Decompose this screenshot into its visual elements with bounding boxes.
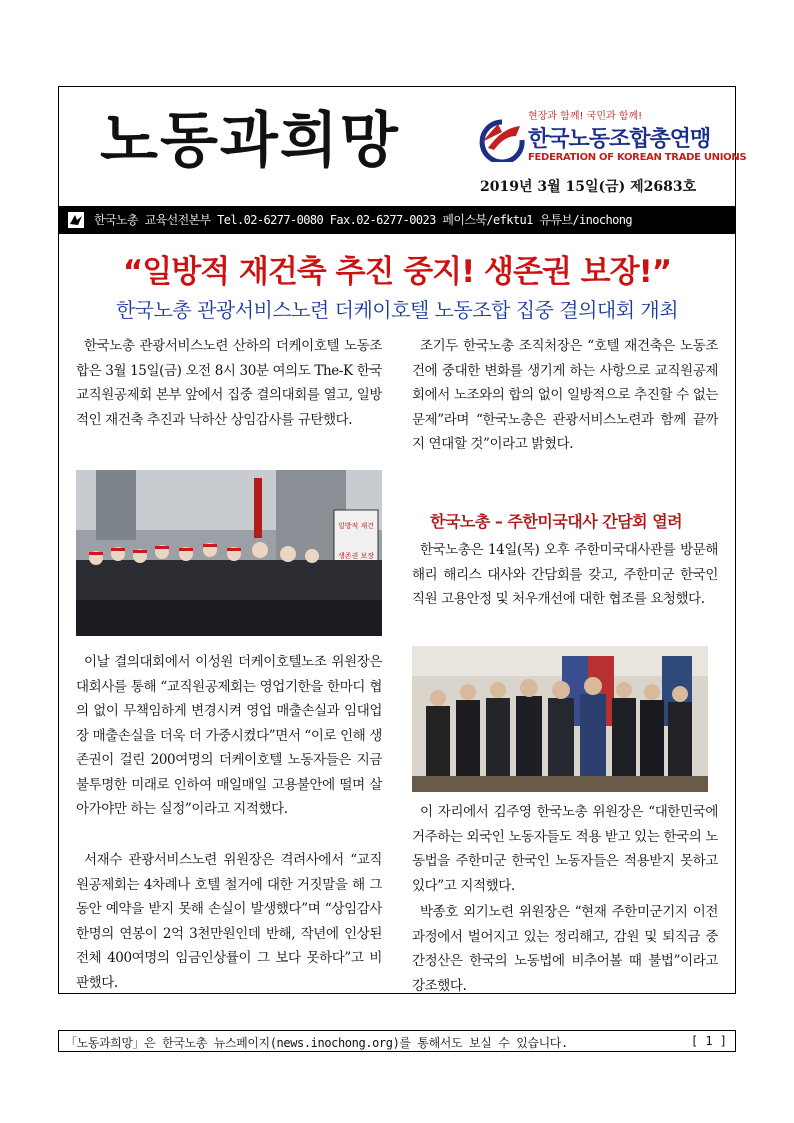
article2-paragraph-1: 한국노총은 14일(목) 오후 주한미국대사관를 방문해 해리 해리스 대사와 간담회를 갖고, 주한미군 한국인 직원 고용안정 및 처우개선에 대한 협조를 요청했다.	[412, 542, 718, 607]
protest-sign-text-1: 일방적 재건	[337, 522, 375, 530]
contact-bar	[58, 206, 736, 234]
fktu-logo-icon	[478, 118, 526, 162]
contact-info: 한국노총 교육선전본부 Tel.02-6277-0080 Fax.02-6277-0023 페이스북/efktu1 유튜브/inochong	[94, 213, 632, 227]
footer-bar	[58, 1030, 736, 1052]
protest-sign-text-2: 생존권 보장	[337, 552, 375, 560]
article2-paragraph-2: 이 자리에서 김주영 한국노총 위원장은 “대한민국에 거주하는 외국인 노동자들도 적용 받고 있는 한국의 노동법을 주한미군 한국인 노동자들은 적용받지 못하고 있다”고 지적했다.	[412, 804, 718, 894]
org-slogan: 현장과 함께! 국민과 함께!	[528, 111, 643, 122]
article1-paragraph-4: 조기두 한국노총 조직처장은 “호텔 재건축은 노동조건에 중대한 변화를 생기게 하는 사항으로 교직원공제회에서 노조와의 합의 없이 일방적으로 추진할 수 없는 문제”라며 “한국노총은 관광서비스노련과 함께 끝까지 연대할 것”이라고 밝혔다.	[412, 338, 718, 452]
embassy-meeting-image	[412, 646, 708, 792]
rally-photo	[76, 470, 382, 636]
article2-title: 한국노총 – 주한미국대사 간담회 열려	[430, 512, 683, 531]
org-name: 한국노동조합총연맹	[528, 127, 711, 152]
headline: “일방적 재건축 추진 중지! 생존권 보장!”	[122, 254, 672, 290]
subheadline: 한국노총 관광서비스노련 더케이호텔 노동조합 집중 결의대회 개최	[115, 298, 679, 322]
article1-paragraph-3: 서재수 관광서비스노련 위원장은 격려사에서 “교직원공제회는 4차례나 호텔 철거에 대한 거짓말을 해 그동안 예약을 받지 못해 손실이 발생했다”며 “상임감사 한명의 연봉이 2억 3천만원인데 반해, 작년에 인상된 전체 400여명의 임금인상률이 그 보다 못하다”고 비판했다.	[76, 852, 382, 991]
rally-photo-image	[76, 470, 382, 636]
masthead-title: 노동과희망	[100, 106, 400, 176]
article1-paragraph-1: 한국노총 관광서비스노련 산하의 더케이호텔 노동조합은 3월 15일(금) 오전 8시 30분 여의도 The-K 한국교직원공제회 본부 앞에서 집중 결의대회를 열고, 일방적인 재건축 추진과 낙하산 상임감사를 규탄했다.	[76, 338, 382, 428]
org-name-en: FEDERATION OF KOREAN TRADE UNIONS	[528, 152, 747, 163]
issue-info: 2019년 3월 15일(금) 제2683호	[480, 179, 697, 195]
page-number: [ 1 ]	[690, 1034, 727, 1048]
article1-paragraph-2: 이날 결의대회에서 이성원 더케이호텔노조 위원장은 대회사를 통해 “교직원공제회는 영업기한을 한마디 협의 없이 무책임하게 변경시켜 영업 매출손실과 임대업장 매출손실을 더욱 더 가중시켰다”면서 “이로 인해 생존권이 걸린 200여명의 더케이호텔 노동자들은 지금 불투명한 미래로 인하여 매일매일 고용불안에 떨며 살아가야만 하는 실정”이라고 지적했다.	[76, 654, 382, 817]
embassy-meeting-photo	[412, 646, 708, 792]
article2-paragraph-3: 박종호 외기노련 위원장은 “현재 주한미군기지 이전과정에서 벌어지고 있는 정리해고, 감원 및 퇴직금 중간정산은 한국의 노동법에 비추어볼 때 불법”이라고 강조했다.	[412, 904, 718, 994]
footer-notice: 「노동과희망」은 한국노총 뉴스페이지(news.inochong.org)를 통해서도 보실 수 있습니다.	[65, 1036, 568, 1050]
dialogue-icon	[68, 212, 84, 228]
